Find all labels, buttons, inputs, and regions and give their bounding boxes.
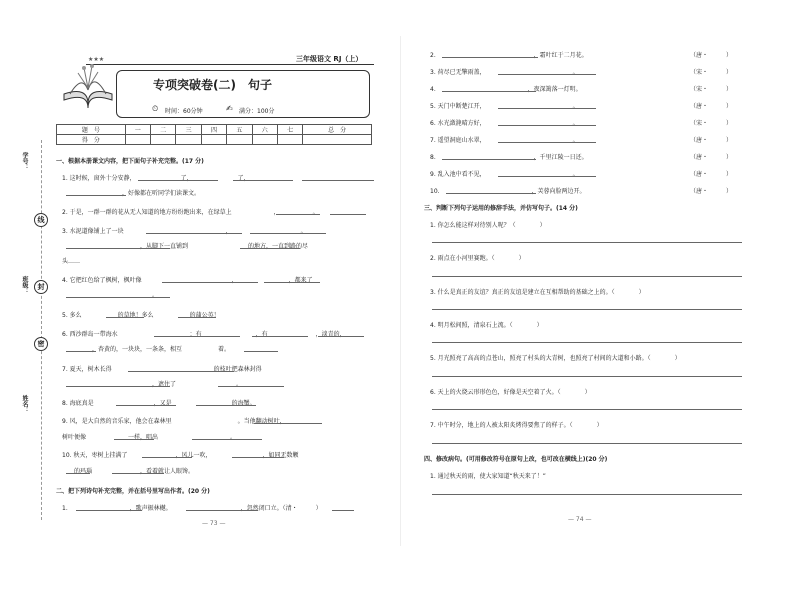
- question-9-cont: 树叶便像 一样，唱出 。: [62, 434, 237, 441]
- answer-blank[interactable]: [66, 195, 126, 196]
- section-4-title: 四、修改病句。(可用修改符号在原句上改，也可改在横线上)(20 分): [424, 456, 608, 463]
- answer-blank[interactable]: [302, 180, 374, 181]
- answer-blank[interactable]: [66, 248, 170, 249]
- table-cell: 七: [277, 125, 302, 135]
- page-title: 专项突破卷(二) 句子: [153, 78, 272, 92]
- answer-blank[interactable]: [446, 193, 536, 194]
- question-6-cont: ，杏黄的，一块块，一条条，相互 着。: [62, 346, 231, 353]
- class-label: 班级：: [21, 276, 28, 294]
- table-cell: 四: [201, 125, 226, 135]
- question-1-cont: ，好像都在听同学们读课文。: [62, 190, 201, 197]
- poem-3: 3. 荷尽已无擎雨盖， 。: [430, 69, 579, 76]
- poem-7: 7. 遥望洞庭山水翠， 。: [430, 137, 579, 144]
- answer-blank[interactable]: [240, 248, 300, 249]
- answer-blank[interactable]: [142, 457, 192, 458]
- question-10: 10. 秋天，枣树上挂满了 ，风儿一吹， ，如同无数颗: [62, 452, 299, 459]
- header-rule: [86, 64, 374, 65]
- question-1: 1. 这时候，窗外十分安静， 了， 了，: [62, 175, 250, 182]
- answer-blank[interactable]: [254, 423, 322, 424]
- poem-10: 10. ，芙蓉向脸两边开。: [430, 188, 586, 195]
- hand-icon: ✍: [226, 104, 233, 113]
- binding-dash-line: [41, 140, 42, 520]
- section-2-title: 二、把下列诗句补充完整，并在括号里写出作者。(20 分): [56, 488, 210, 495]
- answer-blank[interactable]: [498, 125, 596, 126]
- author-tag: （宋・ ）: [690, 86, 733, 93]
- answer-line[interactable]: [432, 443, 742, 444]
- answer-blank[interactable]: [138, 180, 218, 181]
- name-label: 姓名：: [21, 395, 28, 413]
- question-6: 6. 西沙群岛一带海水 ：有 ，有 ，淡青的，: [62, 331, 346, 338]
- rhetoric-4: 4. 明月松间照，清泉石上流。（ ）: [430, 322, 543, 329]
- author-tag: （宋・ ）: [690, 120, 733, 127]
- answer-blank[interactable]: [442, 57, 538, 58]
- question-3-end: 头……: [62, 258, 81, 265]
- question-7: 7. 夏天，树木长得 的枝叶把森林封得: [62, 366, 262, 373]
- question-2: 2. 于是，一群一群的花从无人知道的地方纷纷跑出来，在绿草上 ， 。: [62, 209, 319, 216]
- question-10-cont: 的玛瑙 ，看着就让人眼馋。: [62, 468, 195, 475]
- answer-blank[interactable]: [244, 351, 278, 352]
- answer-blank[interactable]: [218, 386, 284, 387]
- seal-seal-char: 封: [34, 280, 48, 294]
- table-row: [57, 135, 372, 145]
- table-cell: 得 分: [57, 135, 126, 145]
- author-tag: （唐・ ）: [690, 171, 733, 178]
- rhetoric-6: 6. 天上的火烧云形形色色，好像是天空着了火。（ ）: [430, 389, 591, 396]
- answer-blank[interactable]: [442, 91, 536, 92]
- page-divider: [400, 36, 401, 546]
- answer-blank[interactable]: [442, 159, 536, 160]
- answer-blank[interactable]: [498, 108, 596, 109]
- question-3-cont: ，从脚下一直铺到 的地方，一直到路的尽: [62, 243, 309, 250]
- score-cell[interactable]: [252, 135, 277, 145]
- answer-blank[interactable]: [66, 386, 170, 387]
- table-cell: 六: [252, 125, 277, 135]
- correction-1: 1. 通过秋天的雨，使大家知道“秋天来了！”: [430, 473, 546, 480]
- table-cell: 二: [151, 125, 176, 135]
- answer-blank[interactable]: [498, 176, 596, 177]
- answer-blank[interactable]: [233, 180, 293, 181]
- poem-5: 5. 天门中断楚江开， 。: [430, 103, 579, 110]
- score-cell[interactable]: [303, 135, 372, 145]
- seal-line-char: 线: [34, 213, 48, 227]
- full-score: 满分：100分: [239, 108, 275, 115]
- author-tag: （唐・ ）: [690, 154, 733, 161]
- answer-line[interactable]: [432, 376, 742, 377]
- answer-blank[interactable]: [250, 233, 326, 234]
- answer-blank[interactable]: [232, 457, 284, 458]
- poem-4: 4. ，夜深篱落一灯明。: [430, 86, 582, 93]
- question-4: 4. 它把红色给了枫树，枫叶像 ， ，都来了: [62, 277, 313, 284]
- answer-line[interactable]: [432, 276, 742, 277]
- poem-9: 9. 乱入池中看不见， 。: [430, 171, 579, 178]
- author-tag: （唐・ ）: [690, 52, 733, 59]
- page-number-right: — 74 —: [568, 516, 592, 523]
- answer-line[interactable]: [432, 242, 742, 243]
- answer-line[interactable]: [432, 494, 742, 495]
- answer-blank[interactable]: [114, 439, 154, 440]
- answer-blank[interactable]: [186, 510, 258, 511]
- poem-1: 1. ，歌声振林樾。 ，忽然闭口立。（清・ ）: [62, 505, 322, 512]
- answer-blank[interactable]: [498, 74, 596, 75]
- answer-blank[interactable]: [332, 510, 354, 511]
- score-cell[interactable]: [125, 135, 150, 145]
- score-cell[interactable]: [151, 135, 176, 145]
- answer-line[interactable]: [432, 309, 742, 310]
- page-number-left: — 73 —: [202, 520, 226, 527]
- question-8: 8. 海底真是 ，又是 的海蟹。: [62, 400, 256, 407]
- answer-blank[interactable]: [128, 371, 234, 372]
- clock-icon: ⏲: [152, 104, 159, 113]
- answer-blank[interactable]: [116, 405, 176, 406]
- answer-blank[interactable]: [162, 282, 258, 283]
- open-book-icon: [58, 64, 118, 108]
- author-tag: （唐・ ）: [690, 137, 733, 144]
- answer-blank[interactable]: [178, 317, 216, 318]
- author-tag: （唐・ ）: [690, 188, 733, 195]
- answer-blank[interactable]: [146, 233, 242, 234]
- score-cell[interactable]: [277, 135, 302, 145]
- question-3: 3. 水泥道像铺上了一块 ， 。: [62, 228, 307, 235]
- answer-blank[interactable]: [330, 214, 366, 215]
- score-cell[interactable]: [176, 135, 201, 145]
- section-3-title: 三、判断下列句子运用的修辞手法，并仿写句子。(14 分): [424, 205, 578, 212]
- rhetoric-2: 2. 雨点在小河里赛跑。（ ）: [430, 255, 525, 262]
- rhetoric-5: 5. 月光照亮了高高的点苍山，照亮了村头的大青树，也照亮了村间的大道和小路。（ ）: [430, 355, 681, 362]
- student-number-label: 学号：: [21, 152, 28, 170]
- answer-blank[interactable]: [106, 317, 144, 318]
- score-table: [56, 124, 372, 145]
- table-cell: 三: [176, 125, 201, 135]
- answer-blank[interactable]: [66, 297, 170, 298]
- score-cell[interactable]: [201, 135, 226, 145]
- answer-blank[interactable]: [196, 405, 256, 406]
- poem-6: 6. 水光潋滟晴方好， 。: [430, 120, 579, 127]
- rhetoric-3: 3. 什么是真正的友谊？真正的友谊是建立在互相帮助的基础之上的。（ ）: [430, 289, 645, 296]
- answer-blank[interactable]: [498, 142, 596, 143]
- rhetoric-7: 7. 中午时分，地上的人被太阳炙烤得要焦了的样子。（ ）: [430, 422, 603, 429]
- answer-blank[interactable]: [264, 282, 320, 283]
- score-cell[interactable]: [227, 135, 252, 145]
- table-row: [57, 125, 372, 135]
- author-tag: （唐・ ）: [690, 103, 733, 110]
- answer-blank[interactable]: [192, 439, 262, 440]
- answer-blank[interactable]: [154, 336, 240, 337]
- answer-blank[interactable]: [276, 214, 320, 215]
- question-5: 5. 多么 的草地！多么 的蒲公英！: [62, 312, 220, 319]
- section-1-title: 一、根据本册课文内容，把下面句子补充完整。(17 分): [56, 158, 204, 165]
- table-cell: 五: [227, 125, 252, 135]
- poem-2: 2. ，霜叶红于二月花。: [430, 52, 588, 59]
- time-limit: 时间：60分钟: [165, 108, 203, 115]
- author-tag: （宋・ ）: [690, 69, 733, 76]
- answer-blank[interactable]: [66, 351, 96, 352]
- answer-blank[interactable]: [66, 473, 90, 474]
- seal-secret-char: 密: [34, 337, 48, 351]
- answer-line[interactable]: [432, 342, 742, 343]
- question-9: 9. 风，是大自然的音乐家，他会在森林里 。当他翻动树叶，: [62, 418, 286, 425]
- answer-line[interactable]: [432, 409, 742, 410]
- question-4-cont: 。: [62, 292, 159, 299]
- answer-blank[interactable]: [318, 336, 364, 337]
- header-stars: ★★★: [88, 56, 105, 63]
- rhetoric-1: 1. 你怎么能这样对待别人呢？（ ）: [430, 222, 546, 229]
- table-cell: 题 号: [57, 125, 126, 135]
- question-7-cont: ，遮住了 。: [62, 381, 243, 388]
- table-cell: 一: [125, 125, 150, 135]
- table-cell: 总 分: [303, 125, 372, 135]
- grade-label: 三年级语文 RJ（上）: [296, 55, 363, 63]
- answer-blank[interactable]: [252, 336, 308, 337]
- answer-blank[interactable]: [112, 473, 164, 474]
- answer-blank[interactable]: [76, 510, 142, 511]
- poem-8: 8. ，千里江陵一日还。: [430, 154, 588, 161]
